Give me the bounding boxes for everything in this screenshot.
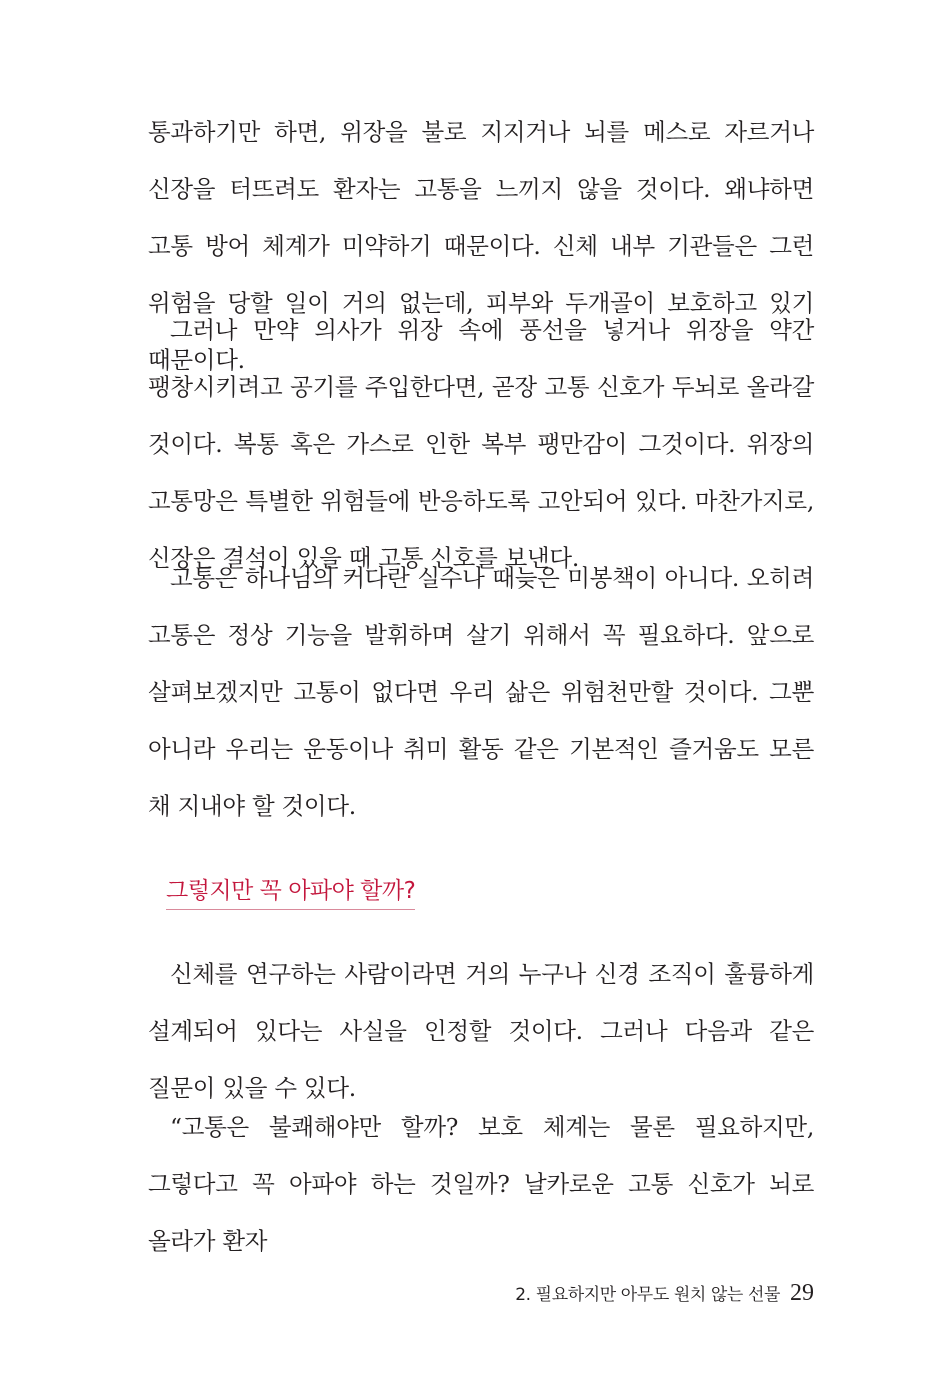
section-heading: 그렇지만 꼭 아파야 할까?: [166, 872, 415, 910]
page-number: 29: [790, 1280, 814, 1306]
body-paragraph-5: “고통은 불쾌해야만 할까? 보호 체계는 물론 필요하지만, 그렇다고 꼭 아파야 하는 것일까? 날카로운 고통 신호가 뇌로 올라가 환자: [148, 1113, 814, 1255]
page-footer: [515, 1280, 814, 1307]
body-paragraph-1: 통과하기만 하면, 위장을 불로 지지거나 뇌를 메스로 자르거나 신장을 터뜨려도 환자는 고통을 느끼지 않을 것이다. 왜냐하면 고통 방어 체계가 미약하기 때문이다. 신체 내부 기관들은 그런 위험을 당할 일이 거의 없는데, 피부와 두개골이 보호하고 있기 때문이다.: [148, 118, 814, 374]
body-paragraph-3: 고통은 하나님의 커다란 실수나 때늦은 미봉책이 아니다. 오히려 고통은 정상 기능을 발휘하며 살기 위해서 꼭 필요하다. 앞으로 살펴보겠지만 고통이 없다면 우리 삶은 위험천만할 것이다. 그뿐 아니라 우리는 운동이나 취미 활동 같은 기본적인 즐거움도 모른 채 지내야 할 것이다.: [148, 564, 814, 820]
running-chapter-title: 2. 필요하지만 아무도 원치 않는 선물: [515, 1285, 780, 1305]
body-paragraph-2: 그러나 만약 의사가 위장 속에 풍선을 넣거나 위장을 약간 팽창시키려고 공기를 주입한다면, 곧장 고통 신호가 두뇌로 올라갈 것이다. 복통 혹은 가스로 인한 복부 팽만감이 그것이다. 위장의 고통망은 특별한 위험들에 반응하도록 고안되어 있다. 마찬가지로, 신장은 결석이 있을 때 고통 신호를 보낸다.: [148, 316, 814, 572]
body-paragraph-4: 신체를 연구하는 사람이라면 거의 누구나 신경 조직이 훌륭하게 설계되어 있다는 사실을 인정할 것이다. 그러나 다음과 같은 질문이 있을 수 있다.: [148, 960, 814, 1102]
